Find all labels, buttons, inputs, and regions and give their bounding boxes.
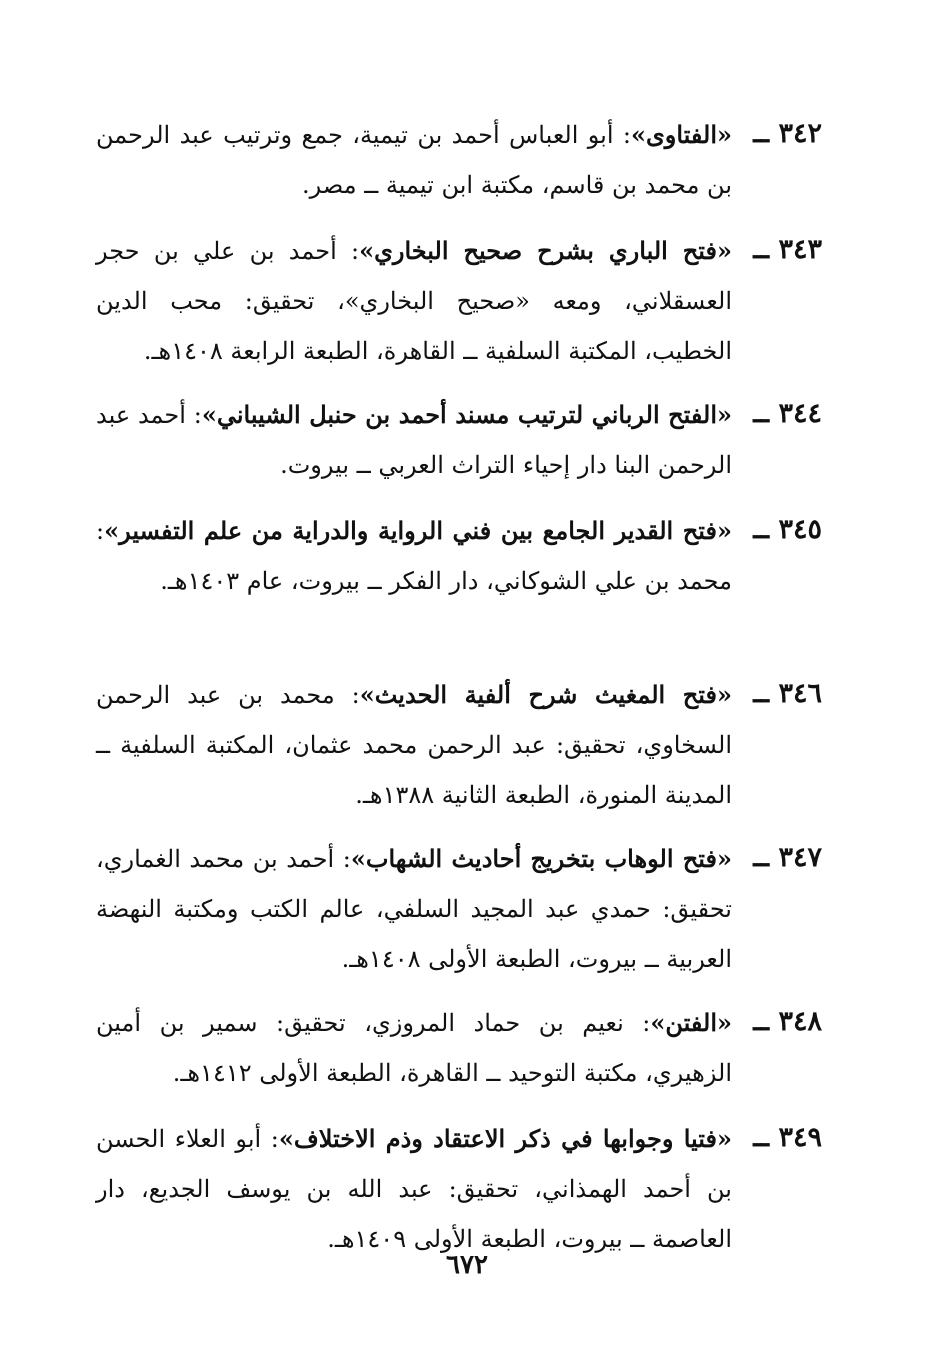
entry-title: «الفتح الرباني لترتيب مسند أحمد بن حنبل الشيباني» <box>201 400 732 429</box>
entry-number: ٣٤٦ ــ <box>753 678 822 709</box>
bibliography-entry <box>96 226 822 382</box>
entry-number: ٣٤٧ ــ <box>753 842 822 873</box>
entry-details: : أحمد بن علي بن حجر العسقلاني، ومعه «صحيح البخاري»، تحقيق: محب الدين الخطيب، المكتبة السلفية ــ القاهرة، الطبعة الرابعة ١٤٠٨هـ. <box>96 237 732 365</box>
entry-details: : أحمد عبد الرحمن البنا دار إحياء التراث العربي ــ بيروت. <box>96 401 732 479</box>
entry-details: : أبو العلاء الحسن بن أحمد الهمذاني، تحقيق: عبد الله بن يوسف الجديع، دار العاصمة ــ بيروت، الطبعة الأولى ١٤٠٩هـ. <box>96 1125 732 1253</box>
entry-text <box>96 670 732 820</box>
entry-details: : أحمد بن محمد الغماري، تحقيق: حمدي عبد المجيد السلفي، عالم الكتب ومكتبة النهضة العربية ــ بيروت، الطبعة الأولى ١٤٠٨هـ. <box>96 845 732 973</box>
entry-title: «فتح الباري بشرح صحيح البخاري» <box>359 236 733 265</box>
entry-details: : محمد بن علي الشوكاني، دار الفكر ــ بيروت، عام ١٤٠٣هـ. <box>96 517 732 595</box>
bibliography-entry <box>96 670 822 826</box>
entry-details: : نعيم بن حماد المروزي، تحقيق: سمير بن أمين الزهيري، مكتبة التوحيد ــ القاهرة، الطبعة الأولى ١٤١٢هـ. <box>96 1009 732 1087</box>
bibliography-entry <box>96 998 822 1106</box>
entry-number: ٣٤٥ ــ <box>753 514 822 545</box>
bibliography-entry <box>96 506 822 662</box>
entry-details: : أبو العباس أحمد بن تيمية، جمع وترتيب عبد الرحمن بن محمد بن قاسم، مكتبة ابن تيمية ــ مصر. <box>96 121 732 199</box>
bibliography-entry <box>96 1114 822 1270</box>
entry-title: «الفتاوى» <box>630 120 732 149</box>
page-number: ٦٧٢ <box>446 1250 488 1280</box>
entry-title: «فتح القدير الجامع بين فني الرواية والدراية من علم التفسير» <box>104 516 732 545</box>
entry-details: : محمد بن عبد الرحمن السخاوي، تحقيق: عبد الرحمن محمد عثمان، المكتبة السلفية ــ المدينة المنورة، الطبعة الثانية ١٣٨٨هـ. <box>96 681 732 809</box>
bibliography-entry <box>96 390 822 498</box>
entry-title: «فتح المغيث شرح ألفية الحديث» <box>359 680 732 709</box>
entry-title: «فتح الوهاب بتخريج أحاديث الشهاب» <box>350 844 732 873</box>
entry-text <box>96 390 732 490</box>
bibliography-list <box>96 110 822 1270</box>
entry-title: «الفتن» <box>650 1008 732 1037</box>
entry-number: ٣٤٩ ــ <box>753 1122 822 1153</box>
entry-text <box>96 226 732 376</box>
entry-text <box>96 834 732 984</box>
entry-number: ٣٤٣ ــ <box>753 234 822 265</box>
entry-text <box>96 998 732 1098</box>
entry-text <box>96 110 732 210</box>
bibliography-entry <box>96 110 822 218</box>
entry-number: ٣٤٨ ــ <box>753 1006 822 1037</box>
entry-text <box>96 506 732 606</box>
entry-number: ٣٤٤ ــ <box>753 398 822 429</box>
entry-title: «فتيا وجوابها في ذكر الاعتقاد وذم الاختلاف» <box>278 1124 732 1153</box>
bibliography-entry <box>96 834 822 990</box>
entry-text <box>96 1114 732 1264</box>
entry-number: ٣٤٢ ــ <box>753 118 822 149</box>
